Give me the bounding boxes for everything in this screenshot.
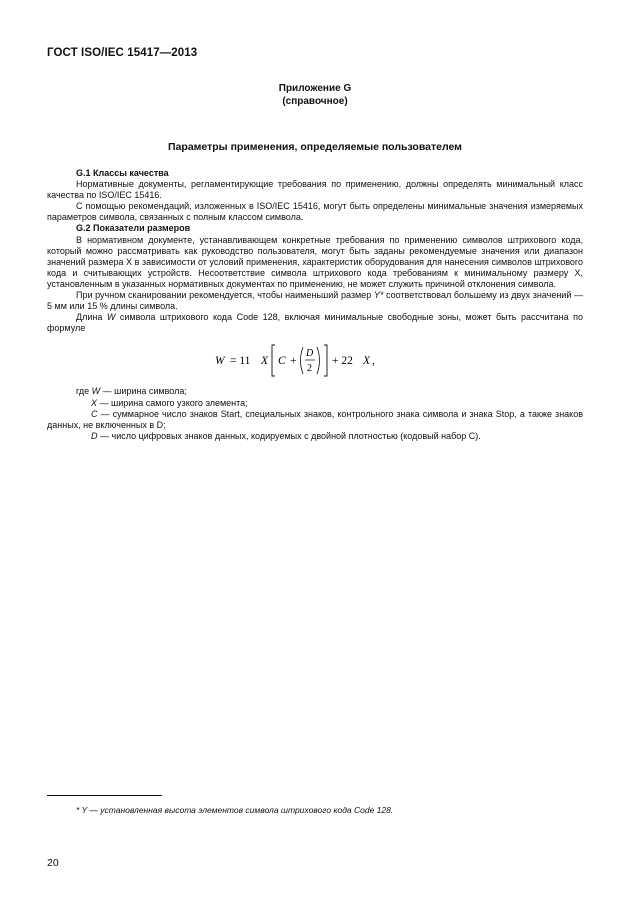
formula-c: C — [278, 355, 286, 368]
g2-heading: G.2 Показатели размеров — [76, 223, 191, 234]
appendix-title: Приложение G — [278, 83, 352, 94]
bracket-left — [272, 345, 275, 376]
document-header: ГОСТ ISO/IEC 15417—2013 — [47, 47, 198, 59]
g1-heading: G.1 Классы качества — [76, 168, 169, 178]
formula-x: X — [261, 355, 269, 368]
document-body — [47, 168, 583, 442]
footnote: * Y — установленная высота элементов символа штрихового кода Code 128. — [76, 805, 394, 815]
formula-d: D — [306, 348, 314, 360]
formula-two: 2 — [307, 363, 312, 375]
where-d: D — число цифровых знаков данных, кодируемых с двойной плотностью (кодовый набор С). — [91, 430, 481, 441]
g2-paragraph-2: При ручном сканировании рекомендуется, чтобы наименьший размер Y* соответствовал большему из двух значений — 5 мм или 15 % длины символа. — [47, 290, 583, 312]
where-x: X — ширина самого узкого элемента; — [91, 397, 248, 408]
formula-tail-x: X — [363, 355, 371, 368]
section-title: Параметры применения, определяемые пользователем — [168, 141, 462, 153]
formula-eq: = 11 — [230, 355, 251, 368]
g2-paragraph-1: В нормативном документе, устанавливающем конкретные требования по применению символов штрихового кода, который можно рассматривать как руководство пользователя, могут быть заданы рекомендуемые значения или диапазон значений размера X в зависимости от условий применения, характеристик оборудования для нанесения символов штрихового кода и считывающих устройств. Несоответствие символа штрихового кода требованиям к минимальному размеру X, установленным в указанных нормативных документах по применению, не может служить причиной отклонения символа. — [47, 234, 583, 289]
formula-w: W — [215, 355, 225, 368]
g1-paragraph-1: Нормативные документы, регламентирующие требования по применению, должны определять минимальный класс качества по ISO/IEC 15416. — [47, 179, 583, 201]
g1-paragraph-2: С помощью рекомендаций, изложенных в ISO/IEC 15416, могут быть определены минимальные значения измеряемых параметров символа, связанных с полным классом символа. — [47, 201, 583, 223]
paren-left — [301, 347, 304, 374]
width-formula — [47, 334, 583, 386]
formula-plus: + — [290, 355, 297, 368]
formula-graphic — [215, 340, 415, 380]
footnote-separator — [47, 795, 162, 796]
where-c: C — суммарное число знаков Start, специальных знаков, контрольного знака символа и знака Stop, а также знаков данных, не включенных в D; — [47, 408, 583, 430]
appendix-subtitle: (справочное) — [282, 96, 348, 107]
where-w: где W — ширина символа; — [76, 386, 187, 397]
formula-tail: + 22 — [332, 355, 353, 368]
paren-right — [317, 347, 320, 374]
g2-paragraph-3: Длина W символа штрихового кода Code 128, включая минимальные свободные зоны, может быть рассчитана по формуле — [47, 312, 583, 334]
page-number: 20 — [47, 857, 59, 869]
formula-comma: , — [372, 355, 375, 368]
bracket-right — [324, 345, 327, 376]
